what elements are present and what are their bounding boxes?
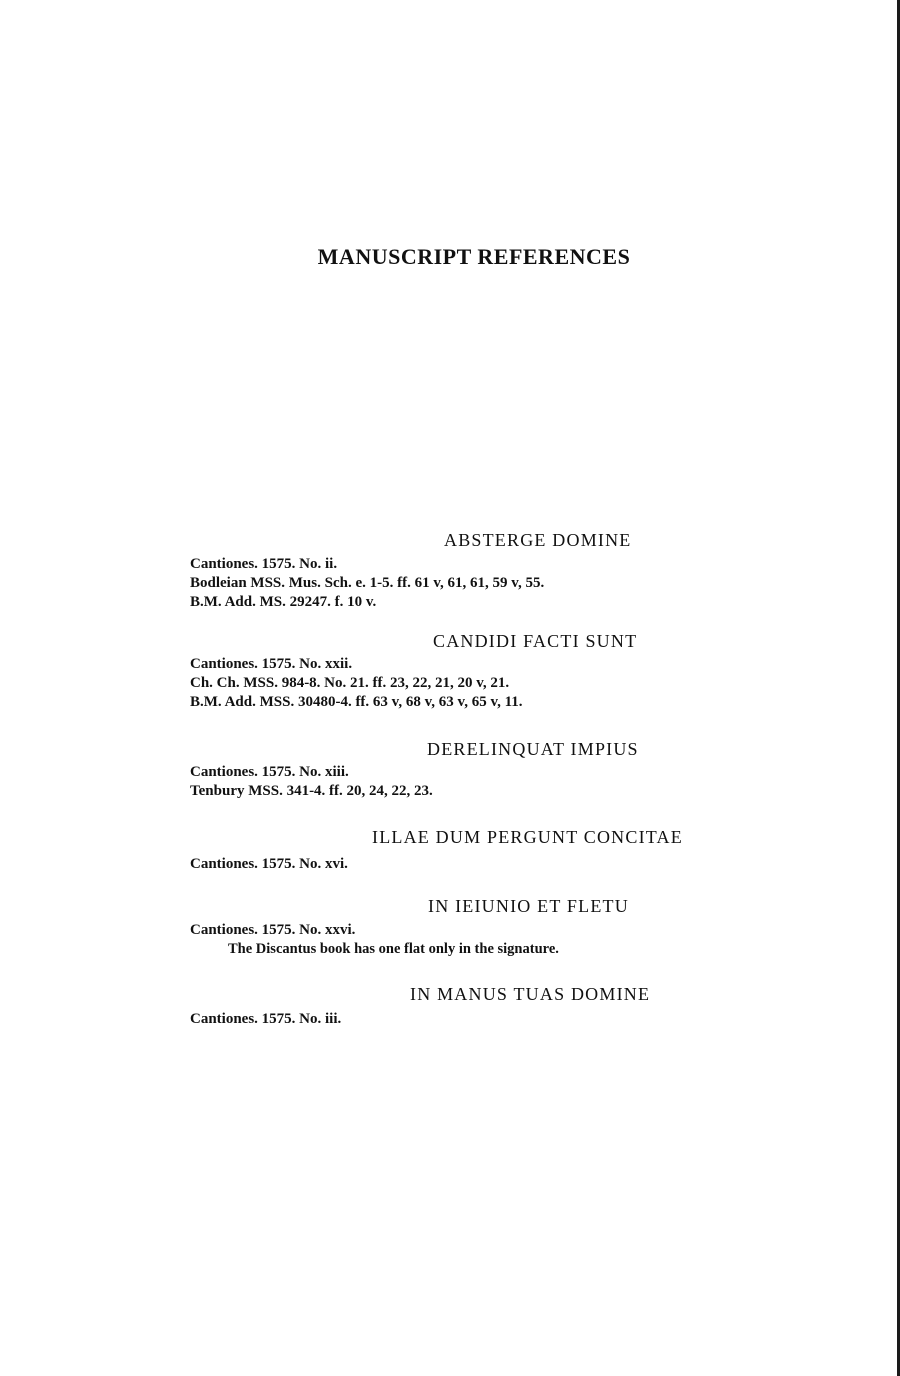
reference-line: Cantiones. 1575. No. xvi. xyxy=(190,856,348,872)
section-heading: ABSTERGE DOMINE xyxy=(444,530,632,550)
page-title: MANUSCRIPT REFERENCES xyxy=(317,244,631,269)
section-heading: IN MANUS TUAS DOMINE xyxy=(410,984,651,1004)
reference-line: Cantiones. 1575. No. xxvi. xyxy=(190,922,356,938)
reference-line: Cantiones. 1575. No. iii. xyxy=(190,1011,342,1027)
reference-line: Cantiones. 1575. No. xiii. xyxy=(190,764,349,780)
section-heading: ILLAE DUM PERGUNT CONCITAE xyxy=(372,827,683,847)
reference-note: The Discantus book has one flat only in the signature. xyxy=(228,941,559,957)
reference-line: Ch. Ch. MSS. 984-8. No. 21. ff. 23, 22, 21, 20 v, 21. xyxy=(190,675,510,691)
section-heading: IN IEIUNIO ET FLETU xyxy=(428,896,629,916)
reference-line: Tenbury MSS. 341-4. ff. 20, 24, 22, 23. xyxy=(190,783,433,799)
section-heading: DERELINQUAT IMPIUS xyxy=(427,739,639,759)
reference-line: Cantiones. 1575. No. ii. xyxy=(190,556,338,572)
reference-line: B.M. Add. MSS. 30480-4. ff. 63 v, 68 v, 63 v, 65 v, 11. xyxy=(190,694,523,710)
reference-line: Bodleian MSS. Mus. Sch. e. 1-5. ff. 61 v, 61, 61, 59 v, 55. xyxy=(190,575,545,591)
section-heading: CANDIDI FACTI SUNT xyxy=(433,631,638,651)
reference-line: Cantiones. 1575. No. xxii. xyxy=(190,656,353,672)
reference-line: B.M. Add. MS. 29247. f. 10 v. xyxy=(190,594,377,610)
